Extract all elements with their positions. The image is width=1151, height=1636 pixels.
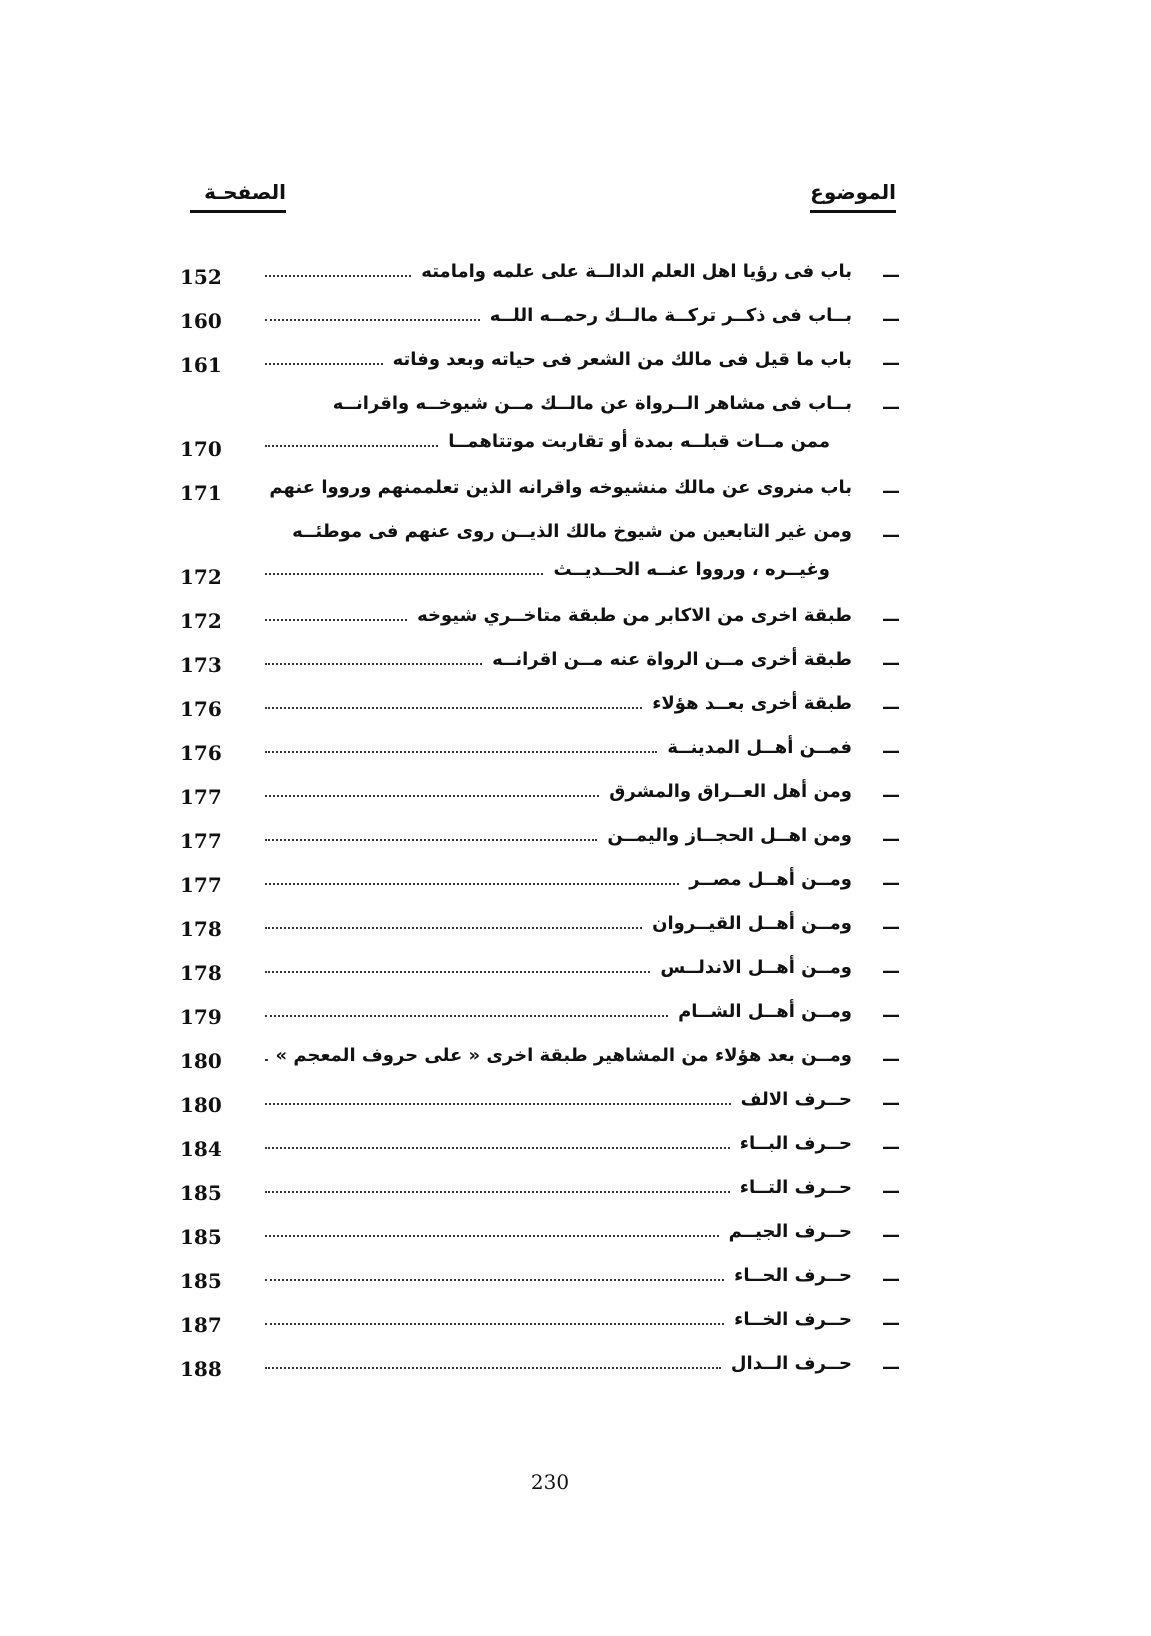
- leader-dots: [265, 794, 599, 797]
- entry-dash: —: [882, 353, 900, 374]
- entry-page-number: 177: [180, 873, 222, 897]
- entry-page-number: 160: [180, 309, 222, 333]
- entry-title: حــرف الــدال: [730, 1353, 852, 1374]
- entry-dash: —: [882, 1313, 900, 1334]
- entry-dash: —: [882, 481, 900, 502]
- entry-title: طبقة اخرى من الاكابر من طبقة متاخــري شيوخه: [417, 605, 852, 626]
- entry-page-number: 173: [180, 653, 222, 677]
- toc-entry: [180, 1171, 900, 1215]
- entry-title: حــرف الجيــم: [728, 1221, 852, 1242]
- toc-entry: [180, 1127, 900, 1171]
- entry-title: فمــن أهــل المدينــة: [667, 737, 852, 758]
- entry-page-number: 180: [180, 1049, 222, 1073]
- toc-entry: [180, 515, 900, 599]
- entry-title: ومــن بعد هؤلاء من المشاهير طبقة اخرى « على حروف المعجم »: [275, 1045, 852, 1066]
- entry-dash: —: [882, 1093, 900, 1114]
- entry-dash: —: [882, 1005, 900, 1026]
- entry-title: ومن غير التابعين من شيوخ مالك الذيــن روى عنهم فى موطئــه: [292, 521, 852, 542]
- entry-line: [255, 393, 852, 414]
- entry-dash: —: [882, 397, 900, 418]
- entry-line: [255, 305, 852, 326]
- toc-entry: [180, 1083, 900, 1127]
- leader-dots: [265, 1322, 724, 1325]
- entry-title: ومــن أهــل مصــر: [689, 869, 852, 890]
- entry-title: ومــن أهــل الشــام: [678, 1001, 852, 1022]
- entry-line: [255, 1133, 852, 1154]
- entry-title: بــاب فى ذكــر تركــة مالــك رحمــه اللــه: [489, 305, 852, 326]
- entry-dash: —: [882, 785, 900, 806]
- leader-dots: [265, 274, 411, 277]
- entry-dash: —: [882, 1137, 900, 1158]
- entry-dash: —: [882, 653, 900, 674]
- toc-entry: [180, 299, 900, 343]
- leader-dots: [265, 1190, 730, 1193]
- toc-entry: [180, 731, 900, 775]
- toc-entry: [180, 687, 900, 731]
- entry-page-number: 184: [180, 1137, 222, 1161]
- entry-page-number: 185: [180, 1181, 222, 1205]
- leader-dots: [265, 706, 642, 709]
- entry-title: ومن أهل العــراق والمشرق: [609, 781, 852, 802]
- entry-title: بــاب فى مشاهر الــرواة عن مالــك مــن شيوخــه واقرانــه: [332, 393, 852, 414]
- toc-entry: [180, 471, 900, 515]
- entry-line: [255, 693, 852, 714]
- toc-entry: [180, 863, 900, 907]
- entry-page-number: 172: [180, 565, 222, 589]
- entry-line: [255, 869, 852, 890]
- entry-line: [255, 1309, 852, 1330]
- entry-dash: —: [882, 829, 900, 850]
- table-of-contents: [180, 255, 900, 1391]
- leader-dots: [265, 1278, 724, 1281]
- entry-title-continued: وغيــره ، ورووا عنــه الحــديــث: [553, 559, 830, 580]
- entry-line: [255, 349, 852, 370]
- entry-line: [255, 1089, 852, 1110]
- entry-page-number: 177: [180, 829, 222, 853]
- toc-entry: [180, 819, 900, 863]
- entry-line: [255, 913, 852, 934]
- entry-title: باب منروى عن مالك منشيوخه واقرانه الذين تعلممنهم ورووا عنهم: [269, 477, 852, 498]
- toc-entry: [180, 1215, 900, 1259]
- toc-entry: [180, 775, 900, 819]
- entry-page-number: 161: [180, 353, 222, 377]
- leader-dots: [265, 970, 650, 973]
- entry-dash: —: [882, 697, 900, 718]
- entry-page-number: 187: [180, 1313, 222, 1337]
- entry-line: [255, 521, 852, 542]
- toc-entry: [180, 951, 900, 995]
- entry-dash: —: [882, 961, 900, 982]
- entry-page-number: 172: [180, 609, 222, 633]
- leader-dots: [265, 1234, 719, 1237]
- entry-title: باب ما قيل فى مالك من الشعر فى حياته وبعد وفاته: [392, 349, 852, 370]
- entry-line-continued: [255, 431, 830, 452]
- entry-line-continued: [255, 559, 830, 580]
- page-number: 230: [530, 1470, 570, 1494]
- leader-dots: [265, 1102, 731, 1105]
- entry-page-number: 185: [180, 1269, 222, 1293]
- leader-dots: [265, 1014, 668, 1017]
- toc-entry: [180, 643, 900, 687]
- leader-dots: [265, 572, 543, 575]
- entry-line: [255, 1265, 852, 1286]
- entry-title: ومــن أهــل القيــروان: [652, 913, 852, 934]
- toc-entry: [180, 343, 900, 387]
- entry-page-number: 176: [180, 741, 222, 765]
- toc-entry: [180, 907, 900, 951]
- entry-dash: —: [882, 1181, 900, 1202]
- entry-line: [255, 605, 852, 626]
- entry-dash: —: [882, 741, 900, 762]
- entry-line: [255, 1221, 852, 1242]
- entry-title: ومــن أهــل الاندلــس: [660, 957, 852, 978]
- leader-dots: [265, 1366, 721, 1369]
- toc-entry: [180, 1259, 900, 1303]
- entry-line: [255, 1045, 852, 1066]
- entry-page-number: 188: [180, 1357, 222, 1381]
- entry-page-number: 179: [180, 1005, 222, 1029]
- leader-dots: [265, 750, 657, 753]
- entry-title: ومن اهــل الحجــاز واليمــن: [607, 825, 852, 846]
- entry-title: طبقة أخرى بعــد هؤلاء: [652, 693, 852, 714]
- entry-title: حــرف البــاء: [739, 1133, 852, 1154]
- entry-title: طبقة أخرى مــن الرواة عنه مــن اقرانــه: [492, 649, 852, 670]
- entry-dash: —: [882, 917, 900, 938]
- entry-dash: —: [882, 1357, 900, 1378]
- entry-title: حــرف الحــاء: [734, 1265, 852, 1286]
- toc-entry: [180, 1347, 900, 1391]
- toc-entry: [180, 1039, 900, 1083]
- page-column-header: الصفحـة: [190, 180, 286, 213]
- entry-page-number: 171: [180, 481, 222, 505]
- entry-page-number: 176: [180, 697, 222, 721]
- entry-title: حــرف التــاء: [739, 1177, 852, 1198]
- entry-line: [255, 477, 852, 498]
- entry-dash: —: [882, 1049, 900, 1070]
- toc-entry: [180, 255, 900, 299]
- entry-line: [255, 1353, 852, 1374]
- entry-line: [255, 649, 852, 670]
- leader-dots: [265, 318, 480, 321]
- toc-entry: [180, 995, 900, 1039]
- entry-dash: —: [882, 309, 900, 330]
- entry-dash: —: [882, 525, 900, 546]
- entry-dash: —: [882, 609, 900, 630]
- entry-dash: —: [882, 1225, 900, 1246]
- entry-title: باب فى رؤيا اهل العلم الدالــة على علمه وامامته: [421, 261, 852, 282]
- leader-dots: [265, 444, 438, 447]
- leader-dots: [265, 882, 679, 885]
- entry-line: [255, 261, 852, 282]
- entry-page-number: 178: [180, 961, 222, 985]
- leader-dots: [265, 838, 597, 841]
- entry-line: [255, 1001, 852, 1022]
- toc-entry: [180, 387, 900, 471]
- entry-line: [255, 781, 852, 802]
- entry-page-number: 180: [180, 1093, 222, 1117]
- entry-title: حــرف الخــاء: [734, 1309, 852, 1330]
- topic-column-header: الموضوع: [810, 180, 896, 213]
- entry-page-number: 152: [180, 265, 222, 289]
- entry-line: [255, 825, 852, 846]
- entry-page-number: 177: [180, 785, 222, 809]
- entry-page-number: 170: [180, 437, 222, 461]
- entry-dash: —: [882, 1269, 900, 1290]
- entry-dash: —: [882, 265, 900, 286]
- entry-line: [255, 957, 852, 978]
- entry-title-continued: ممن مــات قبلــه بمدة أو تقاربت موتتاهمــا: [448, 431, 830, 452]
- entry-page-number: 185: [180, 1225, 222, 1249]
- entry-page-number: 178: [180, 917, 222, 941]
- entry-dash: —: [882, 873, 900, 894]
- leader-dots: [265, 362, 383, 365]
- entry-line: [255, 1177, 852, 1198]
- entry-line: [255, 737, 852, 758]
- leader-dots: [265, 662, 482, 665]
- leader-dots: [265, 926, 642, 929]
- leader-dots: [265, 1146, 730, 1149]
- toc-entry: [180, 599, 900, 643]
- leader-dots: [265, 618, 407, 621]
- toc-entry: [180, 1303, 900, 1347]
- entry-title: حــرف الالف: [740, 1089, 852, 1110]
